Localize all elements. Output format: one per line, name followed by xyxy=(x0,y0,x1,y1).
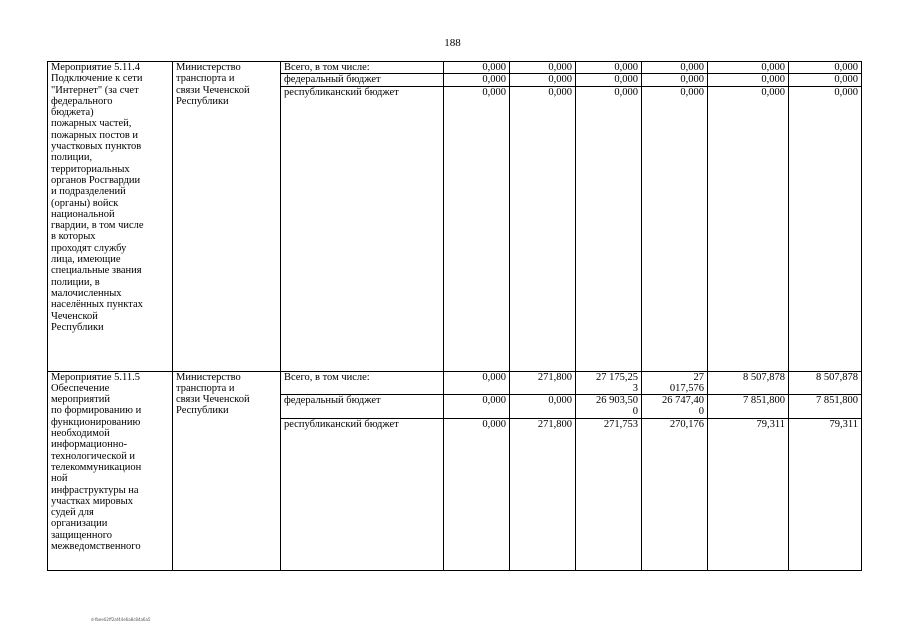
value-cell: 0,000 xyxy=(510,86,576,371)
value-cell: 26 903,50 0 xyxy=(576,395,642,419)
value-cell: 0,000 xyxy=(576,74,642,86)
value-cell: 0,000 xyxy=(642,74,708,86)
value-cell: 0,000 xyxy=(789,86,862,371)
value-cell: 79,311 xyxy=(789,418,862,570)
budget-table xyxy=(47,61,862,571)
measure-cell: Мероприятие 5.11.5 Обеспечение мероприятий по формированию и функционированию необходимой информационно- технологической и телекоммуникацион ной инфраструктуры на участках мировых судей для организации защищенного межведомственного xyxy=(48,371,173,570)
value-cell: 7 851,800 xyxy=(708,395,789,419)
source-cell: федеральный бюджет xyxy=(281,395,444,419)
value-cell: 0,000 xyxy=(444,371,510,395)
value-cell: 271,753 xyxy=(576,418,642,570)
value-cell: 0,000 xyxy=(642,62,708,74)
measure-cell: Мероприятие 5.11.4 Подключение к сети "Интернет" (за счет федерального бюджета) пожарных частей, пожарных постов и участковых пунктов полиции, территориальных органов Росгвардии и подразделений (органы) войск национальной гвардии, в том числе в которых проходят службу лица, имеющие специальные звания полиции, в малочисленных населённых пунктах Чеченской Республики xyxy=(48,62,173,372)
value-cell: 0,000 xyxy=(510,395,576,419)
value-cell: 0,000 xyxy=(708,86,789,371)
source-cell: республиканский бюджет xyxy=(281,418,444,570)
value-cell: 26 747,40 0 xyxy=(642,395,708,419)
value-cell: 27 175,25 3 xyxy=(576,371,642,395)
value-cell: 7 851,800 xyxy=(789,395,862,419)
source-cell: Всего, в том числе: xyxy=(281,371,444,395)
value-cell: 0,000 xyxy=(444,74,510,86)
page-number: 188 xyxy=(444,37,461,49)
table-row xyxy=(48,371,862,395)
value-cell: 27 017,576 xyxy=(642,371,708,395)
value-cell: 0,000 xyxy=(444,86,510,371)
executor-cell: Министерство транспорта и связи Чеченской Республики xyxy=(173,371,281,570)
executor-cell: Министерство транспорта и связи Чеченской Республики xyxy=(173,62,281,372)
value-cell: 270,176 xyxy=(642,418,708,570)
value-cell: 0,000 xyxy=(576,62,642,74)
table-row xyxy=(48,62,862,74)
value-cell: 271,800 xyxy=(510,371,576,395)
source-cell: федеральный бюджет xyxy=(281,74,444,86)
value-cell: 0,000 xyxy=(510,62,576,74)
value-cell: 0,000 xyxy=(444,62,510,74)
value-cell: 0,000 xyxy=(708,62,789,74)
source-cell: республиканский бюджет xyxy=(281,86,444,371)
value-cell: 8 507,878 xyxy=(789,371,862,395)
value-cell: 0,000 xyxy=(642,86,708,371)
value-cell: 0,000 xyxy=(789,74,862,86)
document-footer-code: d-fbee02ff2af44e6a8c84a6a5 xyxy=(91,617,151,622)
value-cell: 0,000 xyxy=(576,86,642,371)
value-cell: 79,311 xyxy=(708,418,789,570)
value-cell: 0,000 xyxy=(708,74,789,86)
value-cell: 0,000 xyxy=(789,62,862,74)
source-cell: Всего, в том числе: xyxy=(281,62,444,74)
value-cell: 8 507,878 xyxy=(708,371,789,395)
value-cell: 0,000 xyxy=(444,418,510,570)
value-cell: 0,000 xyxy=(510,74,576,86)
value-cell: 271,800 xyxy=(510,418,576,570)
value-cell: 0,000 xyxy=(444,395,510,419)
